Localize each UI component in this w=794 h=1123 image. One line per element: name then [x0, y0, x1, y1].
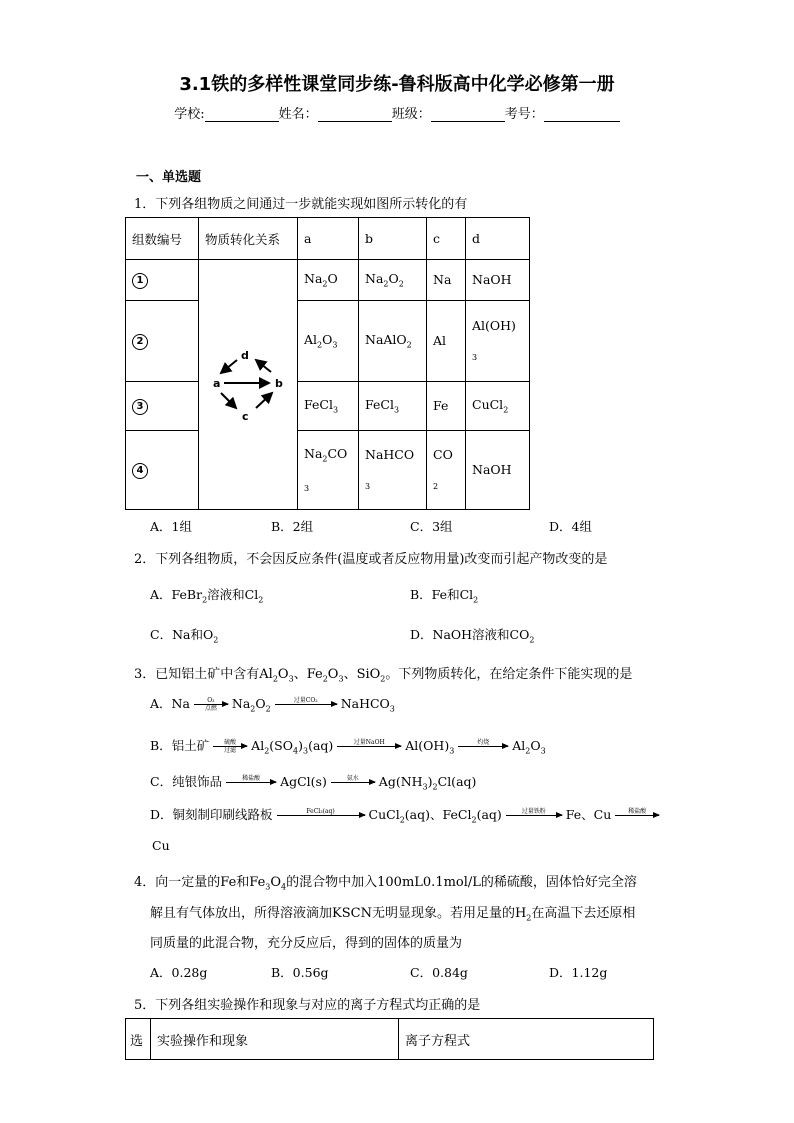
- q3-option-a[interactable]: A．Na O₂ 点燃 $Na_2O_2$ 过量CO₂ NaHCO$_3$: [150, 696, 395, 714]
- cell-r3-a: FeCl$_3$: [298, 381, 359, 430]
- reaction-arrow: 硫酸 过滤: [213, 739, 247, 754]
- exam-no-blank[interactable]: [544, 107, 620, 122]
- q5-table: [125, 1018, 654, 1060]
- reaction-arrow: 氨水: [331, 775, 375, 790]
- q2-stem: 2．下列各组物质，不会因反应条件(温度或者反应物用量)改变而引起产物改变的是: [134, 552, 608, 567]
- school-label: 学校:: [174, 107, 205, 122]
- q4-option-d[interactable]: D．1.12g: [549, 965, 608, 980]
- circled-number: 2: [132, 334, 148, 350]
- diagram-label-a: a: [213, 377, 221, 390]
- diagram-label-b: b: [275, 377, 283, 390]
- circled-number: 3: [132, 399, 148, 415]
- q4-line-3: 同质量的此混合物，充分反应后，得到的固体的质量为: [150, 936, 463, 951]
- reaction-arrow: 稀盐酸: [226, 775, 276, 790]
- cell-r1-d: NaOH: [466, 260, 530, 301]
- arrow-a-to-c: [221, 393, 236, 408]
- q4-option-a[interactable]: A．0.28g: [150, 965, 208, 980]
- q5-header-option: 选: [126, 1019, 151, 1060]
- class-blank[interactable]: [431, 107, 505, 122]
- arrow-c-to-b: [256, 393, 272, 408]
- circled-number: 1: [132, 273, 148, 289]
- cell-r3-d: CuCl$_2$: [466, 381, 530, 430]
- q3-option-d[interactable]: D．铜刻制印刷线路板 FeCl₃(aq) CuCl$_2$(aq)、FeCl$_2$(aq) 过量铁粉 Fe、Cu 稀盐酸: [150, 805, 659, 825]
- cell-r4-b: NaHCO 3: [359, 430, 427, 509]
- q1-stem: 1．下列各组物质之间通过一步就能实现如图所示转化的有: [134, 197, 468, 212]
- q1-option-c[interactable]: C．3组: [410, 519, 453, 534]
- reaction-arrow: FeCl₃(aq): [277, 808, 365, 823]
- q5-header-operation: 实验操作和现象: [151, 1019, 399, 1060]
- q2-option-c[interactable]: C．Na和$O_2$: [150, 627, 219, 645]
- q2-option-d[interactable]: D．NaOH溶液和$CO_2$: [410, 627, 535, 645]
- cell-r1-b: $Na_2O_2$: [359, 260, 427, 301]
- q1-header-no: 组数编号: [126, 218, 199, 260]
- reaction-arrow: 过量铁粉: [506, 808, 562, 823]
- q4-option-b[interactable]: B．0.56g: [271, 965, 329, 980]
- q5-header-equation: 离子方程式: [399, 1019, 654, 1060]
- q1-row-no: [126, 260, 199, 301]
- q3-stem: 3．已知铝土矿中含有$Al_2O_3$、$Fe_2O_3$、SiO$_2$。下列物质转化，在给定条件下能实现的是: [134, 667, 633, 684]
- page-title: 3.1铁的多样性课堂同步练-鲁科版高中化学必修第一册: [179, 74, 615, 95]
- class-label: 班级：: [391, 107, 431, 122]
- q1-header-relation: 物质转化关系: [199, 218, 298, 260]
- q3-option-c[interactable]: C．纯银饰品 稀盐酸 AgCl(s) 氨水 $Ag(NH_3)_2Cl(aq)$: [150, 774, 477, 792]
- section-heading: 一、单选题: [136, 170, 202, 185]
- reaction-arrow: 过量CO₂: [275, 697, 337, 712]
- cell-r2-a: $Al_2O_3$: [298, 300, 359, 381]
- cell-r4-c: CO 2: [427, 430, 466, 509]
- q4-line-2: 解且有气体放出，所得溶液滴加KSCN无明显现象。若用足量的$H_2$在高温下去还原相: [150, 906, 636, 923]
- cell-r1-c: Na: [427, 260, 466, 301]
- conversion-diagram: [199, 260, 297, 506]
- cell-r2-d: Al(OH) 3: [466, 300, 530, 381]
- name-label: 姓名：: [278, 107, 318, 122]
- reaction-arrow: 过量NaOH: [337, 739, 401, 754]
- name-blank[interactable]: [318, 107, 392, 122]
- q1-header-b: b: [359, 218, 427, 260]
- cell-r1-a: $Na_2O$: [298, 260, 359, 301]
- q4-option-c[interactable]: C．0.84g: [410, 965, 468, 980]
- q1-option-b[interactable]: B．2组: [271, 519, 314, 534]
- exam-no-label: 考号：: [504, 107, 544, 122]
- q1-row-no: [126, 381, 199, 430]
- diagram-label-c: c: [242, 410, 249, 423]
- reaction-arrow: 稀盐酸: [615, 808, 659, 823]
- cell-r3-c: Fe: [427, 381, 466, 430]
- q2-option-a[interactable]: A．FeBr$_2$溶液和$Cl_2$: [150, 587, 264, 605]
- student-info-line: [0, 103, 794, 122]
- cell-r3-b: FeCl$_3$: [359, 381, 427, 430]
- cell-r4-a: $Na_2CO$ 3: [298, 430, 359, 509]
- q3-option-b[interactable]: B．铝土矿 硫酸 过滤 $Al_2(SO_4)_3(aq)$ 过量NaOH $Al(OH)_3$ 灼烧 $Al_2O_3$: [150, 738, 546, 756]
- q1-row-no: [126, 430, 199, 509]
- q1-row-no: [126, 300, 199, 381]
- q1-header-c: c: [427, 218, 466, 260]
- q1-table: [125, 217, 530, 510]
- circled-number: 4: [132, 463, 148, 479]
- arrow-d-to-a: [221, 360, 237, 373]
- q2-option-b[interactable]: B．Fe和$Cl_2$: [410, 587, 479, 605]
- reaction-arrow: O₂ 点燃: [194, 697, 228, 712]
- q1-option-a[interactable]: A．1组: [150, 519, 192, 534]
- cell-r2-c: Al: [427, 300, 466, 381]
- q1-header-d: d: [466, 218, 530, 260]
- q5-stem: 5．下列各组实验操作和现象与对应的离子方程式均正确的是: [134, 998, 481, 1013]
- q3-option-d-continued: Cu: [152, 838, 170, 853]
- q1-option-d[interactable]: D．4组: [549, 519, 592, 534]
- cell-r2-b: NaAlO$_2$: [359, 300, 427, 381]
- reaction-arrow: 灼烧: [458, 739, 508, 754]
- diagram-label-d: d: [241, 349, 249, 362]
- conversion-diagram-cell: [199, 260, 298, 510]
- q4-line-1: 4．向一定量的Fe和$Fe_3O_4$的混合物中加入100mL0.1mol/L的稀硫酸，固体恰好完全溶: [134, 875, 637, 892]
- school-blank[interactable]: [205, 107, 279, 122]
- cell-r4-d: NaOH: [466, 430, 530, 509]
- q1-header-a: a: [298, 218, 359, 260]
- arrow-b-to-d: [256, 360, 271, 372]
